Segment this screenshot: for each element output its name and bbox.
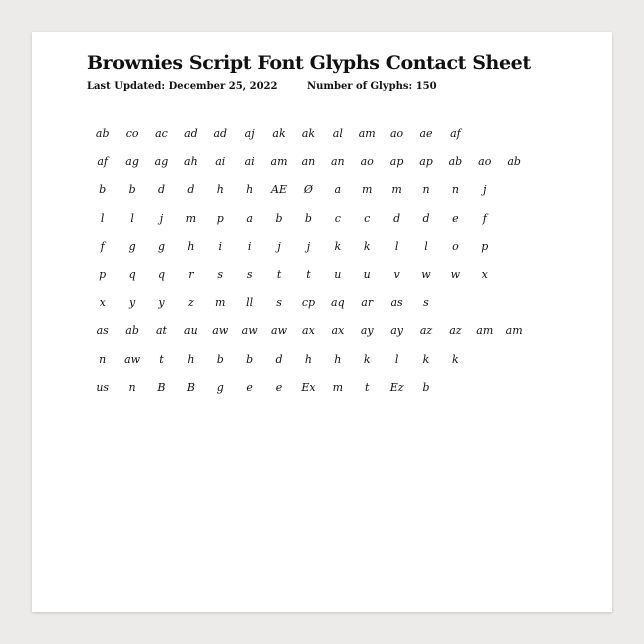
glyph-cell: ao — [390, 127, 404, 140]
glyph-cell: n — [451, 183, 459, 197]
glyph-cell: ae — [419, 127, 433, 140]
glyph-cell: d — [275, 352, 283, 366]
glyph-cell-empty — [499, 261, 528, 289]
glyph-cell: l — [394, 239, 399, 253]
glyph-cell: h — [187, 239, 195, 253]
glyph-cell: t — [306, 267, 311, 281]
glyph-cell-empty — [529, 233, 558, 261]
glyph-cell: us — [96, 380, 110, 394]
glyph-cell: j — [483, 183, 487, 197]
glyph-cell: ap — [389, 155, 404, 169]
glyph-cell-empty — [499, 233, 528, 261]
glyph-cell: q — [157, 267, 165, 281]
glyph-cell-empty — [441, 289, 470, 317]
glyph-cell-empty — [529, 261, 558, 289]
glyph-cell: v — [393, 267, 400, 281]
glyph-cell: ay — [360, 324, 374, 338]
glyph-cell: s — [276, 296, 282, 310]
glyph-cell-empty — [529, 374, 558, 402]
glyph-cell: j — [159, 211, 164, 225]
glyph-cell: ap — [419, 155, 433, 169]
glyph-cell-empty — [470, 374, 499, 402]
glyph-cell: g — [216, 380, 224, 394]
glyph-cell: ax — [331, 324, 345, 338]
glyph-cell: h — [187, 352, 195, 366]
glyph-cell: ag — [154, 155, 169, 169]
glyph-cell: ay — [390, 324, 403, 338]
glyph-cell: d — [157, 183, 165, 197]
glyph-cell: k — [363, 352, 371, 366]
glyph-cell: aw — [241, 324, 258, 338]
glyph-cell: af — [450, 127, 461, 140]
glyph-cell: x — [99, 296, 106, 310]
glyph-cell: w — [450, 267, 461, 281]
glyph-cell: q — [128, 267, 136, 281]
glyph-cell: s — [217, 267, 224, 281]
glyph-cell: h — [304, 352, 312, 366]
glyph-cell: y — [128, 296, 136, 310]
glyph-cell: m — [215, 296, 226, 310]
glyph-cell: k — [422, 352, 430, 366]
glyph-cell: s — [423, 296, 429, 310]
glyph-cell: Ez — [389, 380, 404, 394]
glyph-cell-empty — [529, 289, 558, 317]
glyph-cell: n — [422, 183, 430, 197]
glyph-cell: am — [270, 155, 288, 169]
glyph-cell-empty — [499, 120, 528, 148]
glyph-cell: aj — [244, 127, 255, 140]
glyph-cell: c — [334, 211, 341, 225]
glyph-cell: ah — [184, 155, 198, 169]
glyph-cell-empty — [499, 176, 528, 204]
contact-sheet-poster — [32, 32, 612, 612]
glyph-cell: k — [334, 239, 342, 253]
glyph-cell: al — [332, 127, 343, 140]
glyph-cell: as — [96, 324, 109, 338]
glyph-cell: c — [364, 211, 371, 225]
glyph-cell-empty — [499, 374, 528, 402]
glyph-cell: r — [188, 267, 194, 281]
glyph-cell: ao — [478, 155, 492, 169]
glyph-cell: w — [421, 267, 431, 281]
glyph-cell: l — [100, 211, 105, 225]
glyph-cell: ak — [272, 127, 286, 140]
glyph-cell: a — [334, 183, 342, 197]
glyph-cell-empty — [470, 120, 499, 148]
glyph-cell: ad — [184, 127, 198, 140]
glyph-cell: n — [99, 352, 107, 366]
glyph-cell: B — [157, 380, 166, 394]
glyph-cell: m — [361, 183, 373, 197]
glyph-cell: n — [128, 380, 136, 394]
glyph-cell: m — [332, 380, 344, 394]
glyph-cell: s — [246, 267, 253, 281]
glyph-cell: d — [187, 183, 195, 197]
glyph-cell-empty — [499, 205, 528, 233]
glyph-cell: ao — [360, 155, 374, 169]
glyph-cell: y — [158, 296, 165, 310]
glyph-cell: d — [393, 211, 401, 225]
glyph-grid — [88, 120, 558, 402]
glyph-cell: an — [301, 155, 316, 169]
glyph-cell: aw — [124, 352, 141, 366]
glyph-cell: e — [246, 380, 253, 394]
glyph-cell: b — [275, 211, 283, 225]
glyph-cell: p — [99, 267, 107, 281]
glyph-cell: i — [247, 239, 252, 253]
glyph-cell: af — [97, 155, 109, 169]
glyph-cell: ag — [125, 155, 139, 169]
glyph-cell-empty — [529, 317, 558, 345]
glyph-cell: l — [424, 239, 428, 253]
glyph-cell: b — [304, 211, 312, 225]
glyph-cell: am — [476, 324, 494, 338]
glyph-cell: m — [185, 211, 197, 225]
glyph-cell: o — [452, 239, 459, 253]
glyph-cell-empty — [529, 176, 558, 204]
glyph-cell: z — [187, 296, 194, 310]
glyph-cell: ab — [95, 127, 110, 140]
glyph-cell: aq — [331, 296, 345, 310]
glyph-cell: ab — [448, 155, 463, 169]
glyph-cell-empty — [470, 346, 499, 374]
glyph-cell: h — [246, 183, 254, 197]
glyph-cell: x — [481, 267, 488, 281]
glyph-cell-empty — [441, 374, 470, 402]
glyph-cell: b — [99, 183, 107, 197]
glyph-cell: ak — [301, 127, 316, 140]
glyph-cell: Ex — [301, 380, 316, 394]
glyph-cell: ll — [246, 296, 254, 310]
sheet-title: Brownies Script Font Glyphs Contact Sheet — [87, 52, 531, 74]
glyph-cell: ac — [155, 127, 168, 140]
glyph-cell: az — [449, 324, 462, 338]
glyph-cell: h — [334, 352, 342, 366]
glyph-cell: a — [246, 211, 253, 225]
glyph-cell: d — [422, 211, 430, 225]
glyph-cell: b — [246, 352, 254, 366]
last-updated: Last Updated: December 25, 2022 — [87, 81, 278, 92]
glyph-cell: b — [216, 352, 224, 366]
glyph-cell: ai — [244, 155, 255, 169]
glyph-cell: e — [452, 211, 459, 225]
glyph-cell: l — [394, 352, 399, 366]
glyph-cell: cp — [301, 296, 316, 310]
glyph-cell: AE — [271, 183, 288, 197]
glyph-cell: at — [155, 324, 167, 338]
glyph-cell: p — [216, 211, 224, 225]
glyph-cell: f — [482, 211, 487, 225]
glyph-cell: am — [358, 127, 376, 140]
glyph-cell: l — [130, 211, 134, 225]
glyph-cell: az — [419, 324, 433, 338]
glyph-cell: u — [363, 267, 371, 281]
sheet-meta — [87, 81, 437, 92]
glyph-cell-empty — [529, 120, 558, 148]
glyph-cell: i — [218, 239, 223, 253]
glyph-cell: ad — [213, 127, 228, 140]
glyph-cell: t — [159, 352, 164, 366]
glyph-cell: co — [125, 127, 139, 140]
glyph-cell: t — [365, 380, 370, 394]
glyph-cell: p — [481, 239, 489, 253]
glyph-cell: an — [330, 155, 345, 169]
glyph-cell: aw — [271, 324, 288, 338]
glyph-cell: aw — [212, 324, 229, 338]
glyph-cell-empty — [499, 289, 528, 317]
glyph-cell-empty — [499, 346, 528, 374]
glyph-cell: f — [100, 239, 105, 253]
glyph-cell: e — [275, 380, 283, 394]
glyph-cell: ai — [215, 155, 226, 169]
glyph-cell: b — [128, 183, 136, 197]
glyph-cell-empty — [529, 148, 558, 176]
glyph-cell: b — [422, 380, 430, 394]
glyph-cell: k — [363, 239, 371, 253]
glyph-cell: g — [128, 239, 136, 253]
glyph-cell: j — [277, 239, 281, 253]
glyph-cell: Ø — [303, 183, 313, 197]
glyph-cell: k — [452, 352, 459, 366]
glyph-cell: ar — [361, 296, 374, 310]
glyph-cell: as — [390, 296, 403, 310]
glyph-cell: B — [186, 380, 195, 394]
glyph-cell-empty — [529, 205, 558, 233]
glyph-cell: ab — [125, 324, 139, 338]
glyph-cell-empty — [470, 289, 499, 317]
glyph-cell: u — [334, 267, 342, 281]
glyph-cell: j — [306, 239, 311, 253]
glyph-cell: ax — [302, 324, 315, 338]
glyph-cell: au — [184, 324, 198, 338]
glyph-cell: h — [216, 183, 224, 197]
glyph-cell: am — [505, 324, 523, 338]
glyph-count: Number of Glyphs: 150 — [306, 81, 437, 92]
glyph-cell: g — [157, 239, 165, 253]
glyph-cell: t — [276, 267, 282, 281]
glyph-cell-empty — [529, 346, 558, 374]
glyph-cell: m — [391, 183, 402, 197]
glyph-cell: ab — [507, 155, 521, 169]
